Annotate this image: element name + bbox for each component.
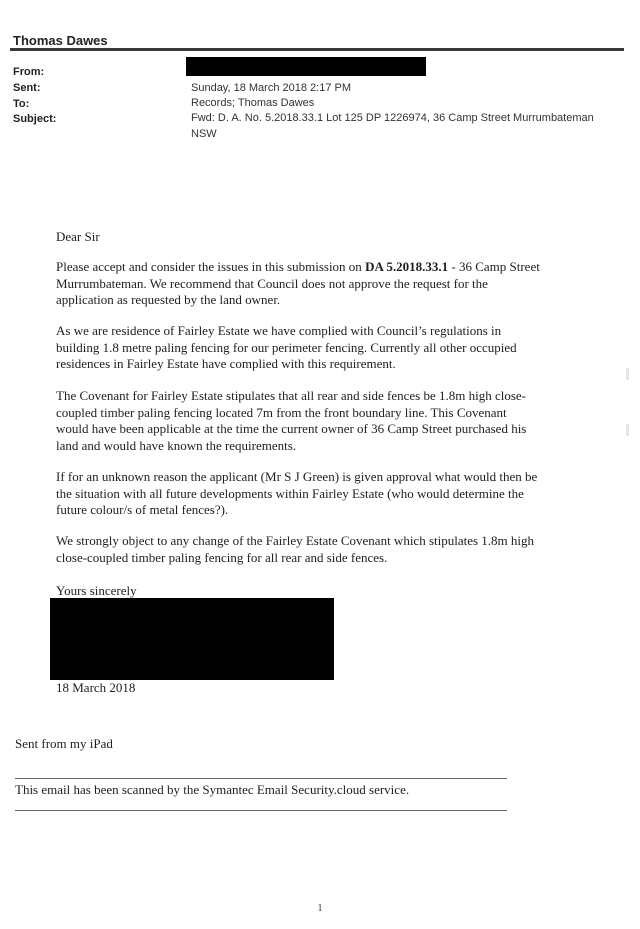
da-number: DA 5.2018.33.1: [365, 259, 449, 274]
paragraph-3: [56, 388, 526, 454]
paragraph-line: We strongly object to any change of the Fairley Estate Covenant which stipulates 1.8m high: [56, 533, 535, 548]
paragraph-line: residences in Fairley Estate have complied with this requirement.: [56, 356, 396, 371]
paragraph-line: close-coupled timber paling fencing for all rear and side fences.: [56, 549, 388, 565]
redacted-signature: [50, 598, 334, 680]
paragraph-line: application as requested by the land owner.: [56, 292, 281, 307]
footer-divider-bottom: [15, 810, 507, 811]
paragraph-5: [56, 533, 534, 566]
scan-artifact: [626, 424, 629, 436]
scan-artifact: [626, 368, 629, 380]
paragraph-1: [56, 259, 540, 309]
paragraph-2: [56, 323, 517, 373]
footer-divider-top: [15, 778, 507, 779]
subject-value-line-1: Fwd: D. A. No. 5.2018.33.1 Lot 125 DP 1226974, 36 Camp Street Murrumbateman: [191, 112, 594, 124]
paragraph-line: building 1.8 metre paling fencing for our perimeter fencing. Currently all other occupied: [56, 339, 517, 355]
paragraph-4: [56, 469, 537, 519]
paragraph-line: The Covenant for Fairley Estate stipulates that all rear and side fences be 1.8m high close-: [56, 388, 527, 403]
subject-label: Subject:: [13, 113, 57, 125]
to-label: To:: [13, 98, 30, 110]
sent-value: Sunday, 18 March 2018 2:17 PM: [191, 82, 352, 94]
closing: Yours sincerely: [56, 583, 137, 598]
paragraph-line: If for an unknown reason the applicant (Mr S J Green) is given approval what would then be: [56, 469, 538, 484]
paragraph-line: land and would have known the requirements.: [56, 437, 297, 453]
paragraph-line: As we are residence of Fairley Estate we have complied with Council’s regulations in: [56, 323, 502, 338]
to-value: Records; Thomas Dawes: [191, 97, 315, 109]
paragraph-line: would have been applicable at the time the current owner of 36 Camp Street purchased his: [56, 421, 527, 436]
paragraph-line: Please accept and consider the issues in this submission on DA 5.2018.33.1 - 36 Camp Street: [56, 259, 540, 274]
paragraph-line: Murrumbateman. We recommend that Council does not approve the request for the: [56, 275, 488, 291]
scan-notice: This email has been scanned by the Symantec Email Security.cloud service.: [15, 782, 410, 797]
subject-value-line-2: NSW: [191, 128, 217, 140]
sent-label: Sent:: [13, 82, 41, 94]
paragraph-line: coupled timber paling fencing located 7m from the front boundary line. This Covenant: [56, 404, 507, 420]
page-number: 1: [317, 903, 323, 914]
sent-from-device: Sent from my iPad: [15, 736, 113, 751]
salutation: Dear Sir: [56, 229, 100, 244]
redacted-from-address: [186, 57, 426, 76]
sender-name: Thomas Dawes: [13, 33, 108, 48]
paragraph-line: the situation with all future developments within Fairley Estate (who would determine the: [56, 485, 524, 501]
paragraph-line: future colour/s of metal fences?).: [56, 502, 229, 517]
letter-date: 18 March 2018: [56, 680, 136, 695]
header-divider: [10, 48, 624, 51]
from-label: From:: [13, 66, 45, 78]
